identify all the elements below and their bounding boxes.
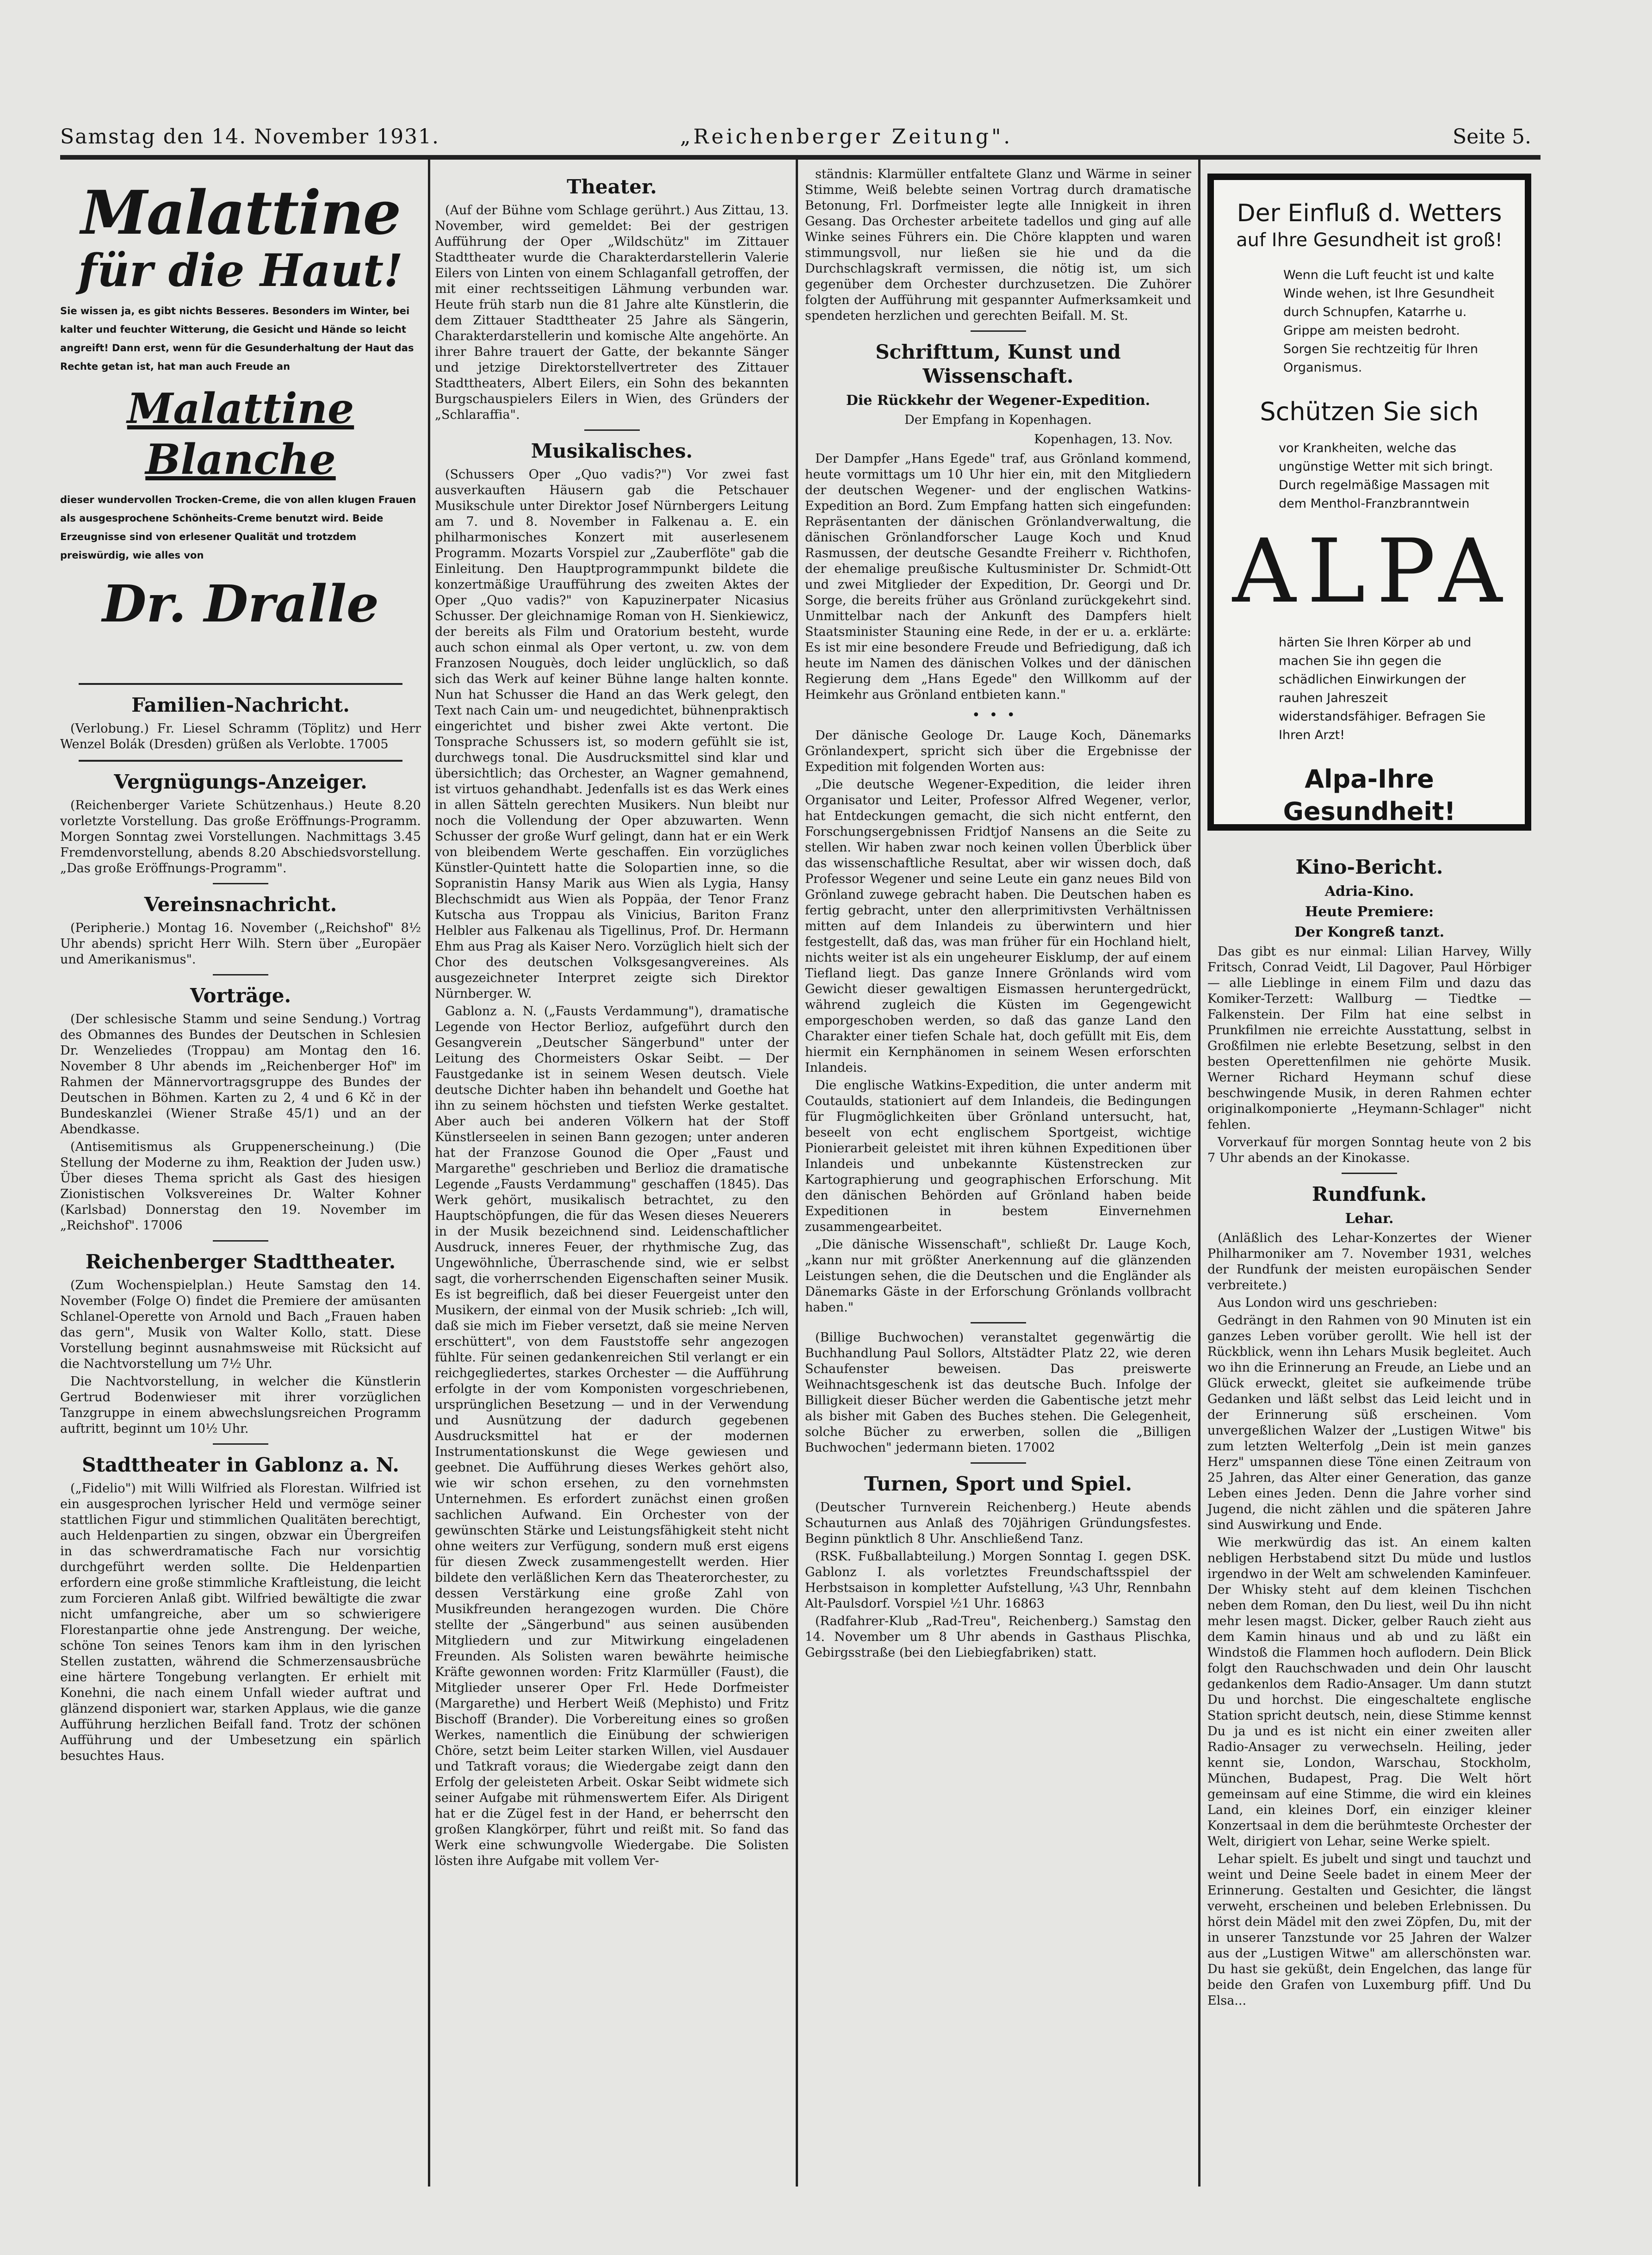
section-rule: [213, 883, 268, 884]
column-4: [1207, 847, 1531, 2011]
section-heading: Reichenberger Stadttheater.: [85, 1250, 396, 1273]
section-heading: Theater.: [567, 175, 657, 198]
ad-product-name: Malattine Blanche: [127, 384, 354, 484]
section-heading: Rundfunk.: [1312, 1183, 1427, 1205]
column-divider: [1198, 160, 1200, 2187]
article-text: (Schussers Oper „Quo vadis?") Vor zwei fast ausverkauften Häusern gab die Petschauer Musikschule unter Direktor Josef Nürnbergers Leitung am 7. und 8. November in Falkenau a. E. ein philharmonisches Konzert mit auserlesenem Programm. Mozarts Vorspiel zur „Zauberflöte" gab die Einleitung. Den Hauptprogrammpunkt bildete die konzertmäßige Uraufführung des zweiten Aktes der Oper „Quo vadis?" von Kapuzinerpater Nicasius Schusser. Der gleichnamige Roman von H. Sienkiewicz, der bereits als Film und Oratorium besteht, wurde auch schon einmal als Oper vertont, u. zw. von dem Franzosen Nouguès, doch leider unglücklich, so daß sich das Werk auf keiner Bühne lange halten konnte. Nun hat Schusser die Hand an das Werk gelegt, den Text nach Cain um- und neugedichtet, bühnenpraktisch eingerichtet und bisher zwei Akte vertont. Die Tonsprache Schussers ist, so modern gefühlt sie ist, durchwegs tonal. Die Ausdrucksmittel sind klar und übersichtlich; das Orchester, an Wagner gemahnend, ist virtuos gehandhabt. Jedenfalls ist es das Werk eines in allen Sätteln gerechten Musikers. Nun bleibt nur noch die Vollendung der Oper abzuwarten. Wenn Schusser der große Wurf gelingt, dann hat er ein Werk von bleibendem Werte geschaffen. Ein vorzügliches Künstler-Quintett hatte die Solopartien inne, so die Sopranistin Hansy Marik aus Wien als Lygia, Hansy Blechschmidt aus Wien als Poppäa, der Tenor Franz Kutscha aus Troppau als Vinicius, Bariton Franz Helbler aus Falkenau als Tigellinus, Prof. Dr. Hermann Ehm aus Prag als Kaiser Nero. Vorzüglich hielt sich der Chor des deutschen Volksgesangvereines. Als ausgezeichneter Interpret zeigte sich Direktor Nürnberger. W.: [435, 467, 789, 1001]
section-rule: [79, 760, 402, 762]
ad-headline: Schützen Sie sich: [1260, 397, 1479, 426]
ad-subheadline: für die Haut!: [78, 244, 403, 297]
malattine-advertisement: [60, 176, 421, 671]
section-rule: [213, 1240, 268, 1242]
article-text: (Reichenberger Variete Schützenhaus.) Heute 8.20 vorletzte Vorstellung. Das große Eröffnungs-Programm. Morgen Sonntag zwei Vorstellungen. Nachmittags 3.45 Fremdenvorstellung, abends 8.20 Abschiedsvorstellung. „Das große Eröffnungs-Programm".: [60, 798, 421, 876]
article-text: (Verlobung.) Fr. Liesel Schramm (Töplitz) und Herr Wenzel Bolák (Dresden) grüßen als Verlobte. 17005: [60, 721, 421, 752]
section-heading: Stadttheater in Gablonz a. N.: [82, 1454, 399, 1476]
article-text: (Der schlesische Stamm und seine Sendung.) Vortrag des Obmannes des Bundes der Deutschen in Schlesien Dr. Wenzeliedes (Troppau) am Montag den 16. November 8 Uhr abends im „Reichenberger Hof" im Rahmen der Männervortragsgruppe des Bundes der Deutschen in Böhmen. Karten zu 2, 4 und 6 Kč in der Bundeskanzlei (Wiener Straße 45/1) und an der Abendkasse.: [60, 1012, 421, 1137]
column-divider: [428, 160, 430, 2187]
section-heading: Familien-Nachricht.: [131, 694, 350, 716]
article-text: Gedrängt in den Rahmen von 90 Minuten ist ein ganzes Leben vorüber gerollt. Wie hell ist der Rückblick, wenn ihn Lehars Musik begleitet. Auch wo ihn die Erinnerung an Freude, an Liebe und an Glück erweckt, gleitet sie aufkeimende trübe Gedanken und läßt selbst das Leid leicht und in der Erinnerung süß erscheinen. Vom unvergeßlichen Walzer der „Lustigen Witwe" bis zum letzten Welterfolg „Dein ist mein ganzes Herz" umspannen diese Töne einen Zeitraum von 25 Jahren, das Alter einer Generation, das ganze Leben eines Jeden. Denn die Jahre vorher sind Jugend, die nicht zählen und die späteren Jahre sind Auswirkung und Ende.: [1207, 1313, 1531, 1532]
article-text: (Auf der Bühne vom Schlage gerührt.) Aus Zittau, 13. November, wird gemeldet: Bei der gestrigen Aufführung der Oper „Wildschütz" im Zittauer Stadttheater wurde die Charakterdarstellerin Valerie Eilers von Linten von einem Schlaganfall getroffen, der mit einer rechtsseitigen Lähmung verbunden war. Heute früh starb nun die 81 Jahre alte Künstlerin, die dem Zittauer Stadttheater 25 Jahre als Sängerin, Charakterdarstellerin und komische Alte angehörte. An ihrer Bahre trauert der Gatte, der bekannte Sänger und jetzige Direktorstellvertreter des Zittauer Stadttheaters, Albert Eilers, ein Sohn des bekannten Burgschauspielers Eilers in Wien, des Gründers der „Schlaraffia".: [435, 203, 789, 422]
page-header: [60, 125, 1531, 157]
section-heading: Vereinsnachricht.: [144, 893, 337, 916]
section-rule: [213, 974, 268, 975]
section-heading: Vorträge.: [190, 984, 291, 1007]
article-text: (Peripherie.) Montag 16. November („Reichshof" 8½ Uhr abends) spricht Herr Wilh. Stern über „Europäer und Amerikanismus".: [60, 921, 421, 967]
article-text: Wie merkwürdig das ist. An einem kalten nebligen Herbstabend sitzt Du müde und lustlos irgendwo in der Welt am schwelenden Kaminfeuer. Der Whisky steht auf dem kleinen Tischchen neben dem Roman, den Du liest, weil Du ihn nicht mehr lesen magst. Dicker, gelber Rauch zieht aus dem Kamin hinaus und ab und zu läßt ein Windstoß die Flammen hoch auflodern. Dein Blick folgt den Rauchschwaden und dein Ohr lauscht gedankenlos dem Radio-Ansager. Um dann stutzt Du und horchst. Die eingeschaltete englische Station spricht deutsch, nein, diese Stimme kennst Du ja und es ist nicht ein einer zweiten aller Radio-Ansager zu verwechseln. Heiling, jeder kennt sie, London, Warschau, Stockholm, München, Budapest, Prag. Die Welt hört gemeinsam auf eine Stimme, die wird ein kleines Land, ein kleines Dorf, ein einziger kleiner Konzertsaal in dem die berühmteste Orchester der Welt, dirigiert von Lehar, seine Werke spielt.: [1207, 1535, 1531, 1849]
section-rule: [971, 330, 1026, 332]
article-text: Gablonz a. N. („Fausts Verdammung"), dramatische Legende von Hector Berlioz, aufgeführt durch den Gesangverein „Deutscher Sängerbund" unter der Leitung des Chormeisters Oskar Seibt. — Der Faustgedanke ist in seinem Wesen deutsch. Viele deutsche Dichter haben ihn behandelt und Goethe hat ihn zu seinem höchsten und tiefsten Werke gestaltet. Aber auch bei anderen Völkern hat der Stoff Künstlerseelen in seinen Bann gezogen; unter anderen hat der Franzose Gounod die Oper „Faust und Margarethe" geschrieben und Berlioz die dramatische Legende „Fausts Verdammung" geschaffen (1845). Das Werk gehört, musikalisch betrachtet, zu den Hauptschöpfungen, die für das Wesen dieses Neuerers in der Musik bezeichnend sind. Leidenschaftlicher Ausdruck, inneres Feuer, der rhythmische Zug, das Ungewöhnliche, Überraschende sind, wie er selbst sagt, die vorherrschenden Eigenschaften seiner Musik. Es ist begreiflich, daß bei dieser Feuergeist unter den Musikern, der einmal von der Musik schrieb: „Ich will, daß sie mich im Fieber versetzt, daß sie meine Nerven erschüttert", von dem Fauststoffe sehr angezogen fühlte. Für seinen gedankenreichen Stil verlangt er ein reichgegliedertes, starkes Orchester — die Aufführung erfolgte in der vom Komponisten vorgeschriebenen, ursprünglichen Besetzung — und in der Verwendung und Ausnützung der dadurch gegebenen Ausdrucksmittel hat er der modernen Instrumentationskunst die Wege gewiesen und geebnet. Die Aufführung dieses Werkes gehört also, wie wir schon ersehen, zu den vornehmsten Unternehmen. Es erfordert zunächst einen großen sachlichen Aufwand. Ein Orchester von der gewünschten Stärke und Leistungsfähigkeit steht nicht ohne weiters zur Verfügung, sondern muß erst eigens für diesen Zweck zusammengestellt werden. Hier bildete den verläßlichen Kern das Theaterorchester, zu dessen Verstärkung eine große Zahl von Musikfreunden herangezogen wurden. Die Chöre stellte der „Sängerbund" aus seinen ausübenden Mitgliedern und zur Mitwirkung eingeladenen Freunden. Als Solisten waren bewährte heimische Kräfte gewonnen worden: Fritz Klarmüller (Faust), die Mitglieder unserer Oper Frl. Hede Dorfmeister (Margarethe) und Herbert Weiß (Mephisto) und Fritz Bischoff (Brander). Die Vorbereitung eines so großen Werkes, namentlich die Einübung der schwierigen Chöre, setzt beim Leiter starken Willen, viel Ausdauer und Tatkraft voraus; die Wiedergabe zeigt dann den Erfolg der geleisteten Arbeit. Oskar Seibt widmete sich seiner Aufgabe mit rühmenswertem Eifer. Als Dirigent hat er die Zügel fest in der Hand, er beherrscht den großen Klangkörper, führt und reißt mit. So fand das Werk eine schwungvolle Wiedergabe. Die Solisten lösten ihre Aufgabe mit vollem Ver-: [435, 1004, 789, 1868]
column-1: [60, 676, 421, 1766]
article-subheadline: Heute Premiere:: [1305, 904, 1434, 920]
section-rule: [584, 429, 640, 431]
article-text: Der Dampfer „Hans Egede" traf, aus Grönland kommend, heute vormittags um 10 Uhr hier ein, mit den Mitgliedern der deutschen Wegener- und der englischen Watkins-Expedition an Bord. Zum Empfang hatten sich eingefunden: Repräsentanten der dänischen Grönlandverwaltung, die dänischen Grönlandforscher Lauge Koch und Knud Rasmussen, der deutsche Gesandte Freiherr v. Richthofen, der ehemalige preußische Kultusminister Dr. Schmidt-Ott und zwei Mitglieder der Expedition, Dr. Georgi und Dr. Sorge, die bereits früher aus Grönland zurückgekehrt sind. Unmittelbar nach der Ankunft des Dampfers hielt Staatsminister Stauning eine Rede, in der er u. a. erklärte: Es ist mir eine besondere Freude und Befriedigung, daß ich heute im Namen des dänischen Volkes und der dänischen Regierung dem „Hans Egede" den Willkomm auf der Heimkehr aus Grönland entbieten kann.": [805, 452, 1191, 702]
article-text: Der dänische Geologe Dr. Lauge Koch, Dänemarks Grönlandexpert, spricht sich über die Ergebnisse der Expedition mit folgenden Worten aus:: [805, 728, 1191, 774]
article-text: (Antisemitismus als Gruppenerscheinung.) (Die Stellung der Moderne zu ihm, Reaktion der Juden usw.) Über dieses Thema spricht als Gast des hiesigen Zionistischen Volksvereines Dr. Walter Kohner (Karlsbad) Donnerstag den 19. November im „Reichshof". 17006: [60, 1140, 421, 1233]
alpa-advertisement: [1207, 174, 1531, 831]
ad-text: vor Krankheiten, welche das ungünstige Wetter mit sich bringt. Durch regelmäßige Massagen mit dem Menthol-Franzbranntwein: [1279, 441, 1493, 511]
section-heading: Kino-Bericht.: [1295, 856, 1443, 878]
ad-text: Wenn die Luft feucht ist und kalte Winde wehen, ist Ihre Gesundheit durch Schnupfen, Katarrhe u. Grippe am meisten bedroht. Sorgen Sie rechtzeitig für Ihren Organismus.: [1283, 268, 1495, 375]
section-heading: Vergnügungs-Anzeiger.: [114, 770, 367, 793]
article-text: Vorverkauf für morgen Sonntag heute von 2 bis 7 Uhr abends an der Kinokasse.: [1207, 1135, 1531, 1165]
section-heading: Turnen, Sport und Spiel.: [864, 1472, 1132, 1495]
article-text: „Die deutsche Wegener-Expedition, die leider ihren Organisator und Leiter, Professor Alfred Wegener, verlor, hat Entdeckungen gemacht, die sich nicht entfernt, den Forschungsergebnissen Fridtjof Nansens an die Seite zu stellen. Wir haben zwar noch keinen vollen Überblick über das wissenschaftliche Resultat, aber wir wissen doch, daß Professor Wegener und seine Leute ein ganz neues Bild von Grönland zuwege gebracht haben. Die Deutschen haben es fertig gebracht, unter den allerprimitivsten Verhältnissen mitten auf dem Inlandeis zu überwintern und hier festgestellt, daß das, was man früher für ein Hochland hielt, nichts weiter ist als ein ungeheurer Eisklump, der auf einem Tiefland liegt. Das ganze Innere Grönlands wird vom Gewicht dieser gewaltigen Eismassen heruntergedrückt, während zugleich die Küsten im Gegengewicht emporgeschoben werden, so daß das ganze Land den Charakter einer tiefen Schale hat, doch gefüllt mit Eis, dem hiermit ein Kernphänomen in seinem Wesen erforschten Inlandeis.: [805, 777, 1191, 1075]
article-text: Das gibt es nur einmal: Lilian Harvey, Willy Fritsch, Conrad Veidt, Lil Dagover, Paul Hörbiger — alle Lieblinge in einem Film und dazu das Komiker-Terzett: Wallburg — Tiedtke — Falkenstein. Der Film hat eine selbst in Prunkfilmen nie erreichte Ausstattung, selbst in Großfilmen nie erlebte Besetzung, selbst in den besten Operettenfilmen nie gehörte Musik. Werner Richard Heymann schuf diese beschwingende Musik, in deren Rahmen echter originalkomponierte „Heymann-Schlager" nicht fehlen.: [1207, 944, 1531, 1132]
ad-brand-logo: ALPA: [1232, 520, 1513, 622]
section-rule: [79, 683, 402, 685]
ad-slogan: Alpa-Ihre Gesundheit!: [1283, 764, 1456, 826]
ad-text: Sie wissen ja, es gibt nichts Besseres. Besonders im Winter, bei kalter und feuchter Witterung, die Gesicht und Hände so leicht angreift! Dann erst, wenn für die Gesunderhaltung der Haut das Rechte getan ist, hat man auch Freude an: [60, 305, 414, 372]
header-page-number: Seite 5.: [1453, 125, 1531, 149]
article-text: („Fidelio") mit Willi Wilfried als Florestan. Wilfried ist ein ausgesprochen lyrischer Held und vermöge seiner stattlichen Figur und stimmlichen Qualitäten berechtigt, auch Heldenpartien zu singen, obzwar ein Übergreifen in das schwerdramatische Fach nur vorsichtig durchgeführt werden sollte. Die Heldenpartien erfordern eine große stimmliche Kraftleistung, die leicht zum Forcieren Anlaß gibt. Wilfried bewältigte die zwar nicht umfangreiche, aber um so schwierigere Florestanpartie ohne jede Anstrengung. Der weiche, schöne Ton seines Tenors kam ihm in den lyrischen Stellen zustatten, während die Schmerzensausbrüche eine härtere Tongebung verlangten. Er erhielt mit Konehni, die nach einem Unfall wieder auftrat und glänzend disponiert war, starken Applaus, wie die ganze Aufführung herzlichen Beifall fand. Trotz der schönen Aufführung und der Umbesetzung ein spärlich besuchtes Haus.: [60, 1481, 421, 1763]
article-text: Die englische Watkins-Expedition, die unter anderm mit Coutaulds, stationiert auf dem Inlandeis, die Bedingungen für Flugmöglichkeiten über Grönland untersucht, hat, beseelt von echt englischem Sportgeist, wichtige Pionierarbeit geleistet mit ihren kühnen Expeditionen über Inlandeis und unbekannte Küstenstrecken zur Kartographierung und geographischen Erforschung. Mit den dänischen Behörden auf Grönland haben beide Expeditionen in bestem Einvernehmen zusammengearbeitet.: [805, 1078, 1191, 1234]
article-headline: Adria-Kino.: [1324, 883, 1414, 900]
ad-text: dieser wundervollen Trocken-Creme, die von allen klugen Frauen als ausgesprochene Schönheits-Creme benutzt wird. Beide Erzeugnisse sind von erlesener Qualität und trotzdem preiswürdig, wie alles von: [60, 494, 416, 561]
article-text: (Anläßlich des Lehar-Konzertes der Wiener Philharmoniker am 7. November 1931, welches der Rundfunk der meisten europäischen Sender verbreitete.): [1207, 1231, 1531, 1292]
article-subheadline: Der Empfang in Kopenhagen.: [904, 413, 1092, 427]
article-text: (Deutscher Turnverein Reichenberg.) Heute abends Schauturnen aus Anlaß des 70jährigen Gründungsfestes. Beginn pünktlich 8 Uhr. Anschließend Tanz.: [805, 1500, 1191, 1546]
article-text: (Zum Wochenspielplan.) Heute Samstag den 14. November (Folge O) findet die Premiere der amüsanten Schlanel-Operette von Arnold und Bach „Frauen haben das gern", Musik von Walter Kollo, statt. Diese Vorstellung beginnt ausnahmsweise mit Rücksicht auf die Nachtvorstellung um 7½ Uhr.: [60, 1278, 421, 1371]
separator: •••: [971, 707, 1025, 723]
article-text: (Billige Buchwochen) veranstaltet gegenwärtig die Buchhandlung Paul Sollors, Altstädter Platz 22, wie deren Schaufenster beweisen. Das preiswerte Weihnachtsgeschenk ist das deutsche Buch. Infolge der Billigkeit dieser Bücher werden die Gabentische jetzt mehr als bisher mit Gaben des Buches stehen. Die Gelegenheit, solche Bücher zu erwerben, sollen die „Billigen Buchwochen" jedermann bieten. 17002: [805, 1330, 1191, 1455]
column-2: [435, 167, 789, 1871]
article-subheadline: Der Kongreß tanzt.: [1294, 924, 1445, 940]
article-text: (Radfahrer-Klub „Rad-Treu", Reichenberg.) Samstag den 14. November um 8 Uhr abends in Gasthaus Plischka, Gebirgsstraße (bei den Liebiegfabriken) statt.: [805, 1614, 1191, 1660]
article-text: ständnis: Klarmüller entfaltete Glanz und Wärme in seiner Stimme, Weiß belebte seinen Vortrag durch dramatische Betonung, Frl. Dorfmeister legte alle Innigkeit in ihren Gesang. Das Orchester arbeitete tadellos und ging auf alle Winke seines Führers ein. Die Chöre klappten und waren stimmungsvoll, nur ließen sie hie und da die Durchschlagskraft vermissen, die nötig ist, um sich gegenüber dem Orchester durchzusetzen. Die Zuhörer folgten der Aufführung mit gespannter Aufmerksamkeit und spendeten herzlichen und gerechten Beifall. M. St.: [805, 167, 1191, 323]
ad-brand-logo: Dr. Dralle: [102, 574, 379, 634]
column-3: [805, 167, 1191, 1663]
ad-subheadline: auf Ihre Gesundheit ist groß!: [1236, 230, 1503, 251]
article-dateline: Kopenhagen, 13. Nov.: [1034, 432, 1173, 447]
ad-headline: Malattine: [80, 177, 401, 248]
section-heading: Musikalisches.: [531, 440, 693, 462]
article-text: „Die dänische Wissenschaft", schließt Dr. Lauge Koch, „kann nur mit größter Anerkennung auf die glänzenden Leistungen sehen, die die Deutschen und die Engländer als Dänemarks Gäste in der Erforschung Grönlands vollbracht haben.": [805, 1237, 1191, 1315]
section-heading: Schrifttum, Kunst und Wissenschaft.: [875, 341, 1121, 387]
article-text: Aus London wird uns geschrieben:: [1218, 1296, 1438, 1310]
section-rule: [971, 1322, 1026, 1323]
ad-text: härten Sie Ihren Körper ab und machen Sie ihn gegen die schädlichen Einwirkungen der rauhen Jahreszeit widerstandsfähiger. Befragen Sie Ihren Arzt!: [1279, 635, 1486, 742]
section-rule: [213, 1443, 268, 1445]
article-headline: Die Rückkehr der Wegener-Expedition.: [846, 392, 1151, 409]
section-rule: [971, 1462, 1026, 1464]
header-date: Samstag den 14. November 1931.: [60, 125, 440, 149]
header-paper-name: „Reichenberger Zeitung".: [680, 125, 1013, 149]
header-rule: [60, 155, 1541, 160]
column-divider: [796, 160, 798, 2187]
article-text: Die Nachtvorstellung, in welcher die Künstlerin Gertrud Bodenwieser mit ihrer vorzüglichen Tanzgruppe in einem abwechslungsreichen Programm auftritt, beginnt um 10½ Uhr.: [60, 1374, 421, 1436]
ad-headline: Der Einfluß d. Wetters: [1237, 199, 1502, 227]
article-headline: Lehar.: [1345, 1211, 1394, 1227]
article-text: (RSK. Fußballabteilung.) Morgen Sonntag I. gegen DSK. Gablonz I. als vorletztes Freundschaftsspiel der Herbstsaison in kompletter Aufstellung, ¼3 Uhr, Rennbahn Alt-Paulsdorf. Vorspiel ½1 Uhr. 16863: [805, 1549, 1191, 1611]
section-rule: [1342, 1173, 1397, 1174]
article-text: Lehar spielt. Es jubelt und singt und tauchzt und weint und Deine Seele badet in einem Meer der Erinnerung. Gestalten und Gesichter, die längst verweht, erscheinen und beleben Erlebnissen. Du hörst dein Mädel mit den zwei Zöpfen, Du, mit der in unserer Tanzstunde vor 25 Jahren der Walzer aus der „Lustigen Witwe" am allerschönsten war. Du hast sie geküßt, dein Engelchen, das lange für beide den Grafen von Luxemburg pfiff. Und Du Elsa...: [1207, 1852, 1531, 2008]
